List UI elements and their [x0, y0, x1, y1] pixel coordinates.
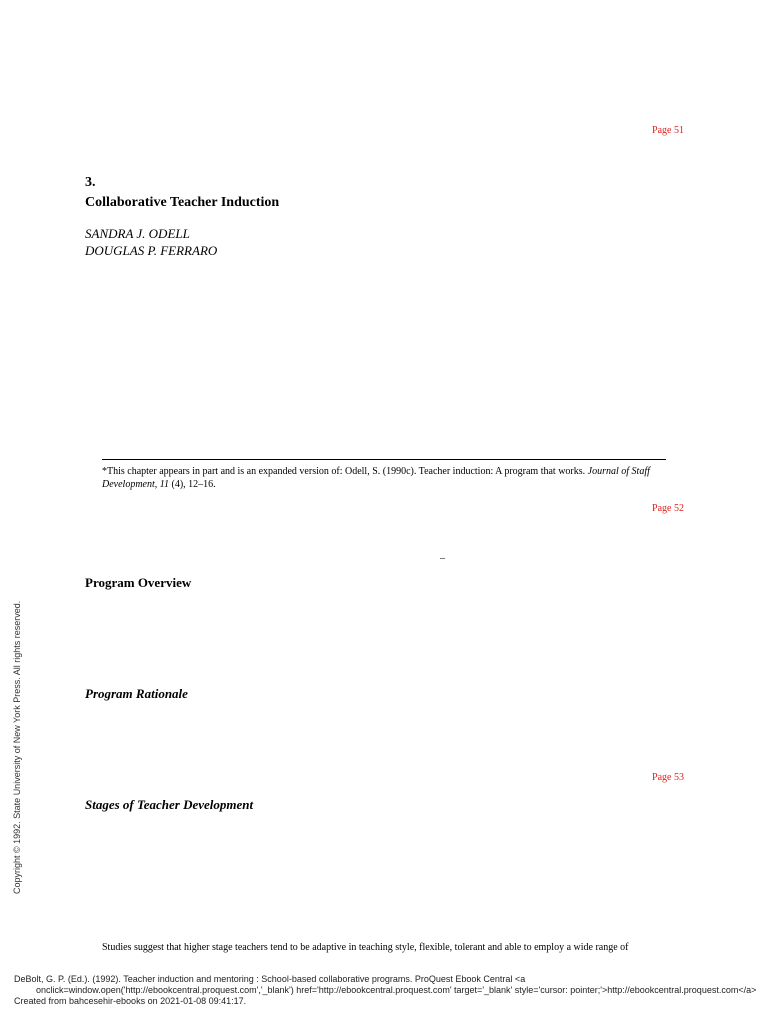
- footnote-issue: (4), 12–16.: [169, 479, 216, 490]
- chapter-title: Collaborative Teacher Induction: [85, 195, 280, 210]
- footnote-text: *This chapter appears in part and is an expanded version of: Odell, S. (1990c). Teacher induction: A program that works.: [102, 466, 588, 477]
- citation-line-1: DeBolt, G. P. (Ed.). (1992). Teacher induction and mentoring : School-based collaborative programs. ProQuest Ebook Central <a: [14, 974, 526, 984]
- page-marker-52: Page 52: [652, 503, 684, 514]
- section-heading-program-overview: Program Overview: [85, 575, 192, 590]
- author-1: SANDRA J. ODELL: [85, 226, 190, 241]
- body-text-line: Studies suggest that higher stage teachers tend to be adaptive in teaching style, flexible, tolerant and able to employ a wide range of: [102, 942, 629, 953]
- footnote: [102, 465, 668, 491]
- citation-line-2[interactable]: onclick=window.open('http://ebookcentral.proquest.com','_blank') href='http://ebookcentral.proquest.com' target='_blank' style='cursor: pointer;'>http://ebookcentral.proquest.com</a>: [36, 985, 757, 995]
- page-marker-51: Page 51: [652, 125, 684, 136]
- separator-dash: –: [440, 553, 445, 564]
- page-marker-53: Page 53: [652, 772, 684, 783]
- chapter-number: 3.: [85, 175, 96, 190]
- footnote-journal: Journal of Staff Development, 11: [102, 466, 650, 490]
- section-heading-stages: Stages of Teacher Development: [85, 797, 254, 812]
- footnote-rule: [102, 459, 666, 460]
- author-2: DOUGLAS P. FERRARO: [85, 243, 218, 258]
- section-heading-program-rationale: Program Rationale: [85, 686, 188, 701]
- sidebar-copyright: Copyright © 1992. State University of New York Press. All rights reserved.: [12, 600, 22, 894]
- citation-block: [14, 974, 756, 1007]
- citation-line-3: Created from bahcesehir-ebooks on 2021-01-08 09:41:17.: [14, 996, 247, 1006]
